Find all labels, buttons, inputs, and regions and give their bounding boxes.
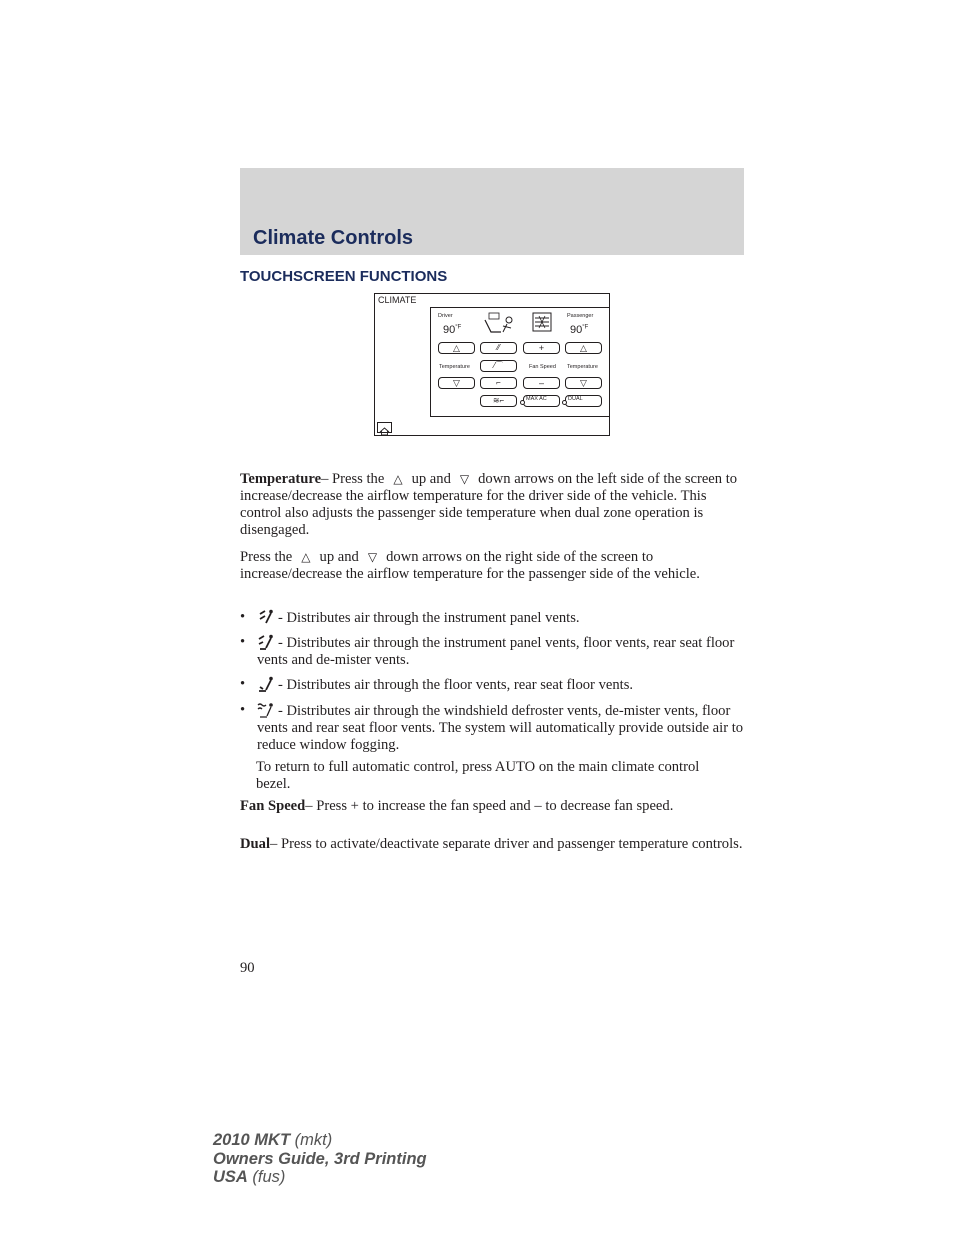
up-arrow-icon: △ (301, 550, 311, 564)
home-button[interactable] (377, 422, 392, 433)
passenger-text-1: Press the (240, 549, 293, 565)
seat-airflow-icon (481, 312, 521, 338)
max-ac-indicator (520, 400, 525, 405)
panel-floor-vent-mode-button[interactable] (480, 360, 517, 372)
panel-vent-icon (257, 609, 275, 625)
temperature-text-2: up and (411, 471, 451, 487)
passenger-temp-up-button[interactable]: △ (565, 342, 602, 354)
home-icon (378, 427, 391, 436)
screen-title: CLIMATE (378, 295, 417, 305)
floor-vent-icon: ⌐ (496, 378, 501, 387)
panel-vent-icon: ⁄⁄ (497, 343, 500, 352)
fan-icon (532, 312, 552, 332)
temperature-label-right: Temperature (567, 364, 598, 370)
defrost-floor-mode-button[interactable] (480, 395, 517, 407)
footer-line-1: 2010 MKT (mkt) (213, 1131, 333, 1149)
temperature-paragraph (240, 471, 744, 539)
driver-temp-up-button[interactable]: △ (438, 342, 475, 354)
defrost-floor-vent-icon (257, 702, 275, 718)
floor-vent-icon (257, 676, 275, 692)
down-arrow-icon: ▽ (367, 550, 378, 564)
driver-label: Driver (438, 313, 453, 319)
panel-floor-vent-icon (257, 634, 275, 650)
document-footer (213, 1131, 427, 1187)
list-item: • - Distributes air through the instrument panel vents, floor vents, rear seat floor vents and de-mister vents. (240, 634, 735, 668)
passenger-label: Passenger (567, 313, 594, 319)
climate-panel (430, 307, 610, 417)
passenger-temp-down-button[interactable]: ▽ (565, 377, 602, 389)
section-title: Climate Controls (253, 227, 414, 249)
temperature-text-1: – Press the (321, 471, 385, 487)
auto-note: To return to full automatic control, press AUTO on the main climate control bezel. (256, 759, 700, 792)
temperature-label-left: Temperature (439, 364, 470, 370)
dual-paragraph: Dual– Press to activate/deactivate separate driver and passenger temperature controls. (240, 836, 743, 852)
down-arrow-icon: ▽ (459, 472, 470, 486)
max-ac-button[interactable]: MAX AC (523, 395, 560, 407)
fan-speed-term: Fan Speed (240, 798, 306, 814)
defrost-floor-vent-icon: ≋⌐ (492, 396, 505, 405)
fan-speed-down-button[interactable]: – (523, 377, 560, 389)
panel-floor-vent-icon: ⁄⌒ (493, 361, 504, 370)
footer-line-2: Owners Guide, 3rd Printing (213, 1149, 427, 1168)
passenger-text-2: up and (319, 549, 359, 565)
driver-temp-down-button[interactable]: ▽ (438, 377, 475, 389)
list-item: • - Distributes air through the instrument panel vents. (240, 609, 580, 626)
list-item: • - Distributes air through the floor vents, rear seat floor vents. (240, 676, 634, 693)
dual-term: Dual (240, 836, 271, 852)
climate-touchscreen-illustration (374, 293, 610, 436)
subsection-heading: TOUCHSCREEN FUNCTIONS (240, 268, 448, 285)
footer-line-3: USA (fus) (213, 1168, 286, 1186)
fan-speed-up-button[interactable]: + (523, 342, 560, 354)
driver-temp: $90^{^\circ F}$ (443, 324, 462, 336)
passenger-temperature-paragraph (240, 549, 744, 583)
passenger-text-3: down arrows on the right side of the screen to increase/decrease the airflow temperature for the passenger side of the vehicle. (240, 549, 700, 582)
dual-indicator (562, 400, 567, 405)
floor-vent-mode-button[interactable] (480, 377, 517, 389)
temperature-term: Temperature (240, 471, 322, 487)
page-number: 90 (240, 960, 255, 976)
panel-vent-mode-button[interactable] (480, 342, 517, 354)
temperature-text-3: down arrows on the left side of the screen to increase/decrease the airflow temperature for the driver side of the vehicle. This control also adjusts the passenger side temperature when dual zone operation is disengaged. (240, 471, 738, 538)
up-arrow-icon: △ (393, 472, 403, 486)
section-header-band (240, 168, 744, 255)
passenger-temp: $90^{^\circ F}$ (570, 324, 589, 336)
fan-speed-label: Fan Speed (529, 364, 556, 370)
dual-button[interactable]: DUAL (565, 395, 602, 407)
list-item: • - Distributes air through the windshield defroster vents, de-mister vents, floor vents and rear seat floor vents. The system will automatically provide outside air to reduce window fogging. (240, 702, 744, 753)
fan-speed-paragraph: Fan Speed– Press + to increase the fan speed and – to decrease fan speed. (240, 798, 674, 814)
